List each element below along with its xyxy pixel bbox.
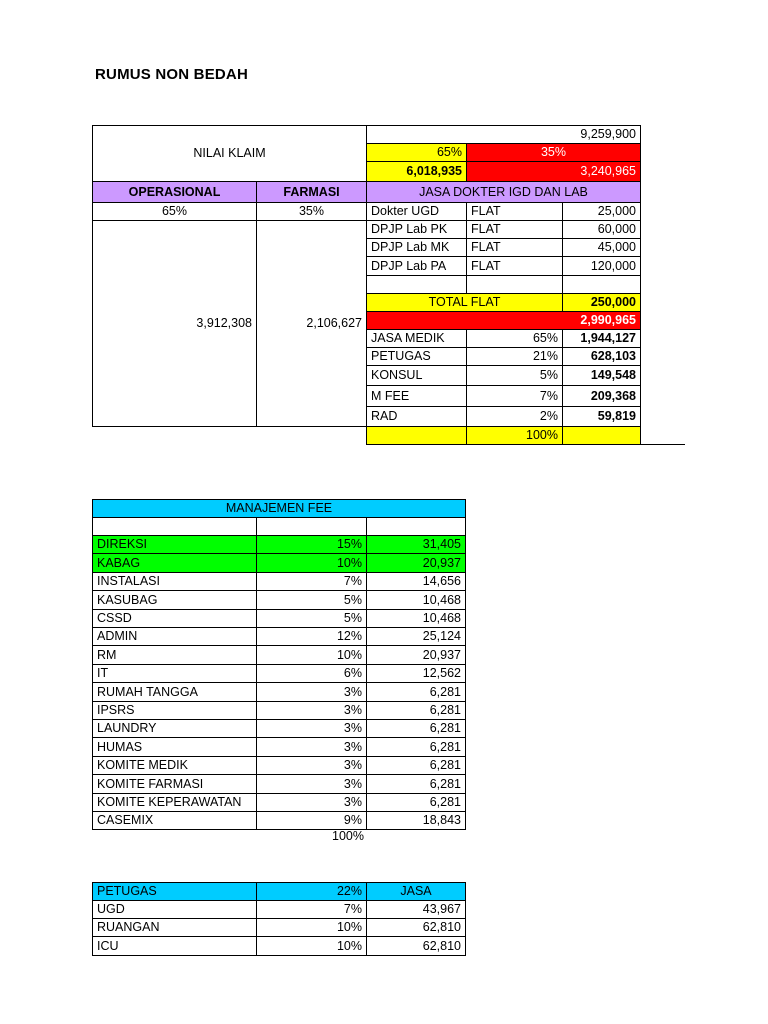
dist-row-value: 628,103 bbox=[562, 347, 641, 366]
empty-cell bbox=[366, 517, 466, 536]
manajemen-row-name: KABAG bbox=[92, 553, 257, 573]
empty-cell bbox=[366, 275, 467, 294]
total-flat-label: TOTAL FLAT bbox=[366, 293, 563, 312]
manajemen-row-pct: 5% bbox=[256, 609, 367, 628]
manajemen-row-pct: 3% bbox=[256, 793, 367, 812]
manajemen-row-value: 6,281 bbox=[366, 793, 466, 812]
manajemen-row-value: 20,937 bbox=[366, 645, 466, 665]
claim-pct-left: 65% bbox=[366, 143, 467, 162]
manajemen-total-pct: 100% bbox=[332, 829, 364, 843]
manajemen-row-pct: 3% bbox=[256, 719, 367, 738]
flat-row-type: FLAT bbox=[466, 202, 563, 221]
petugas-row-pct: 7% bbox=[256, 900, 367, 919]
divider bbox=[640, 444, 685, 445]
manajemen-row-pct: 5% bbox=[256, 590, 367, 610]
flat-row-name: Dokter UGD bbox=[366, 202, 467, 221]
manajemen-row-name: DIREKSI bbox=[92, 535, 257, 554]
flat-row-name: DPJP Lab PA bbox=[366, 256, 467, 276]
dist-row-value: 59,819 bbox=[562, 406, 641, 427]
flat-row-type: FLAT bbox=[466, 256, 563, 276]
flat-row-type: FLAT bbox=[466, 238, 563, 257]
manajemen-row-name: RM bbox=[92, 645, 257, 665]
header-jasa-dokter: JASA DOKTER IGD DAN LAB bbox=[366, 181, 641, 203]
pct-farmasi: 35% bbox=[256, 202, 367, 221]
dist-row-name: RAD bbox=[366, 406, 467, 427]
manajemen-row-value: 6,281 bbox=[366, 701, 466, 720]
manajemen-row-name: KOMITE KEPERAWATAN bbox=[92, 793, 257, 812]
empty-cell bbox=[92, 517, 257, 536]
empty-cell bbox=[562, 275, 641, 294]
petugas-row-pct: 10% bbox=[256, 936, 367, 956]
manajemen-row-value: 6,281 bbox=[366, 719, 466, 738]
petugas-row-name: RUANGAN bbox=[92, 918, 257, 937]
manajemen-row-pct: 3% bbox=[256, 682, 367, 702]
manajemen-row-pct: 12% bbox=[256, 627, 367, 646]
manajemen-row-pct: 3% bbox=[256, 774, 367, 794]
manajemen-row-value: 20,937 bbox=[366, 553, 466, 573]
manajemen-row-value: 12,562 bbox=[366, 664, 466, 683]
manajemen-row-value: 6,281 bbox=[366, 774, 466, 794]
dist-row-value: 1,944,127 bbox=[562, 329, 641, 348]
manajemen-row-name: LAUNDRY bbox=[92, 719, 257, 738]
dist-row-pct: 7% bbox=[466, 385, 563, 407]
manajemen-fee-title: MANAJEMEN FEE bbox=[92, 499, 466, 518]
remainder-value: 2,990,965 bbox=[366, 311, 641, 330]
total-flat-value: 250,000 bbox=[562, 293, 641, 312]
manajemen-row-name: CSSD bbox=[92, 609, 257, 628]
dist-row-pct: 21% bbox=[466, 347, 563, 366]
manajemen-row-value: 25,124 bbox=[366, 627, 466, 646]
dist-row-value: 149,548 bbox=[562, 365, 641, 386]
manajemen-row-pct: 7% bbox=[256, 572, 367, 591]
dist-row-name: KONSUL bbox=[366, 365, 467, 386]
empty-cell bbox=[256, 517, 367, 536]
manajemen-row-name: KASUBAG bbox=[92, 590, 257, 610]
manajemen-row-value: 18,843 bbox=[366, 811, 466, 830]
manajemen-row-value: 6,281 bbox=[366, 756, 466, 775]
manajemen-row-pct: 9% bbox=[256, 811, 367, 830]
manajemen-row-name: ADMIN bbox=[92, 627, 257, 646]
flat-row-value: 120,000 bbox=[562, 256, 641, 276]
manajemen-row-pct: 3% bbox=[256, 737, 367, 757]
manajemen-row-name: IT bbox=[92, 664, 257, 683]
nilai-klaim-label: NILAI KLAIM bbox=[92, 125, 367, 182]
flat-row-name: DPJP Lab PK bbox=[366, 220, 467, 239]
petugas-row-name: ICU bbox=[92, 936, 257, 956]
dist-row-pct: 5% bbox=[466, 365, 563, 386]
petugas-row-value: 62,810 bbox=[366, 918, 466, 937]
claim-value-left: 6,018,935 bbox=[366, 161, 467, 182]
manajemen-row-value: 10,468 bbox=[366, 590, 466, 610]
value-farmasi: 2,106,627 bbox=[256, 220, 367, 427]
petugas-header-jasa: JASA bbox=[366, 882, 466, 901]
dist-row-name: JASA MEDIK bbox=[366, 329, 467, 348]
dist-row-pct: 2% bbox=[466, 406, 563, 427]
header-operasional: OPERASIONAL bbox=[92, 181, 257, 203]
claim-total: 9,259,900 bbox=[366, 125, 641, 144]
manajemen-row-pct: 3% bbox=[256, 756, 367, 775]
empty-cell bbox=[562, 426, 641, 445]
dist-row-name: M FEE bbox=[366, 385, 467, 407]
dist-total-pct: 100% bbox=[466, 426, 563, 445]
flat-row-value: 60,000 bbox=[562, 220, 641, 239]
manajemen-row-name: KOMITE FARMASI bbox=[92, 774, 257, 794]
petugas-header-pct: 22% bbox=[256, 882, 367, 901]
dist-row-name: PETUGAS bbox=[366, 347, 467, 366]
petugas-row-value: 43,967 bbox=[366, 900, 466, 919]
flat-row-value: 45,000 bbox=[562, 238, 641, 257]
manajemen-row-value: 14,656 bbox=[366, 572, 466, 591]
dist-row-pct: 65% bbox=[466, 329, 563, 348]
flat-row-name: DPJP Lab MK bbox=[366, 238, 467, 257]
manajemen-row-name: RUMAH TANGGA bbox=[92, 682, 257, 702]
manajemen-row-pct: 3% bbox=[256, 701, 367, 720]
page-title: RUMUS NON BEDAH bbox=[95, 66, 248, 83]
claim-pct-right: 35% bbox=[466, 143, 641, 162]
manajemen-row-value: 6,281 bbox=[366, 682, 466, 702]
manajemen-row-pct: 10% bbox=[256, 553, 367, 573]
petugas-row-pct: 10% bbox=[256, 918, 367, 937]
petugas-header-name: PETUGAS bbox=[92, 882, 257, 901]
manajemen-row-value: 10,468 bbox=[366, 609, 466, 628]
dist-row-value: 209,368 bbox=[562, 385, 641, 407]
manajemen-row-name: IPSRS bbox=[92, 701, 257, 720]
petugas-row-name: UGD bbox=[92, 900, 257, 919]
manajemen-row-pct: 6% bbox=[256, 664, 367, 683]
manajemen-row-name: CASEMIX bbox=[92, 811, 257, 830]
manajemen-row-name: KOMITE MEDIK bbox=[92, 756, 257, 775]
petugas-row-value: 62,810 bbox=[366, 936, 466, 956]
manajemen-row-pct: 15% bbox=[256, 535, 367, 554]
flat-row-value: 25,000 bbox=[562, 202, 641, 221]
flat-row-type: FLAT bbox=[466, 220, 563, 239]
claim-value-right: 3,240,965 bbox=[466, 161, 641, 182]
manajemen-row-pct: 10% bbox=[256, 645, 367, 665]
value-operasional: 3,912,308 bbox=[92, 220, 257, 427]
empty-cell bbox=[366, 426, 467, 445]
manajemen-row-name: HUMAS bbox=[92, 737, 257, 757]
manajemen-row-name: INSTALASI bbox=[92, 572, 257, 591]
manajemen-row-value: 6,281 bbox=[366, 737, 466, 757]
empty-cell bbox=[466, 275, 563, 294]
manajemen-row-value: 31,405 bbox=[366, 535, 466, 554]
pct-operasional: 65% bbox=[92, 202, 257, 221]
header-farmasi: FARMASI bbox=[256, 181, 367, 203]
